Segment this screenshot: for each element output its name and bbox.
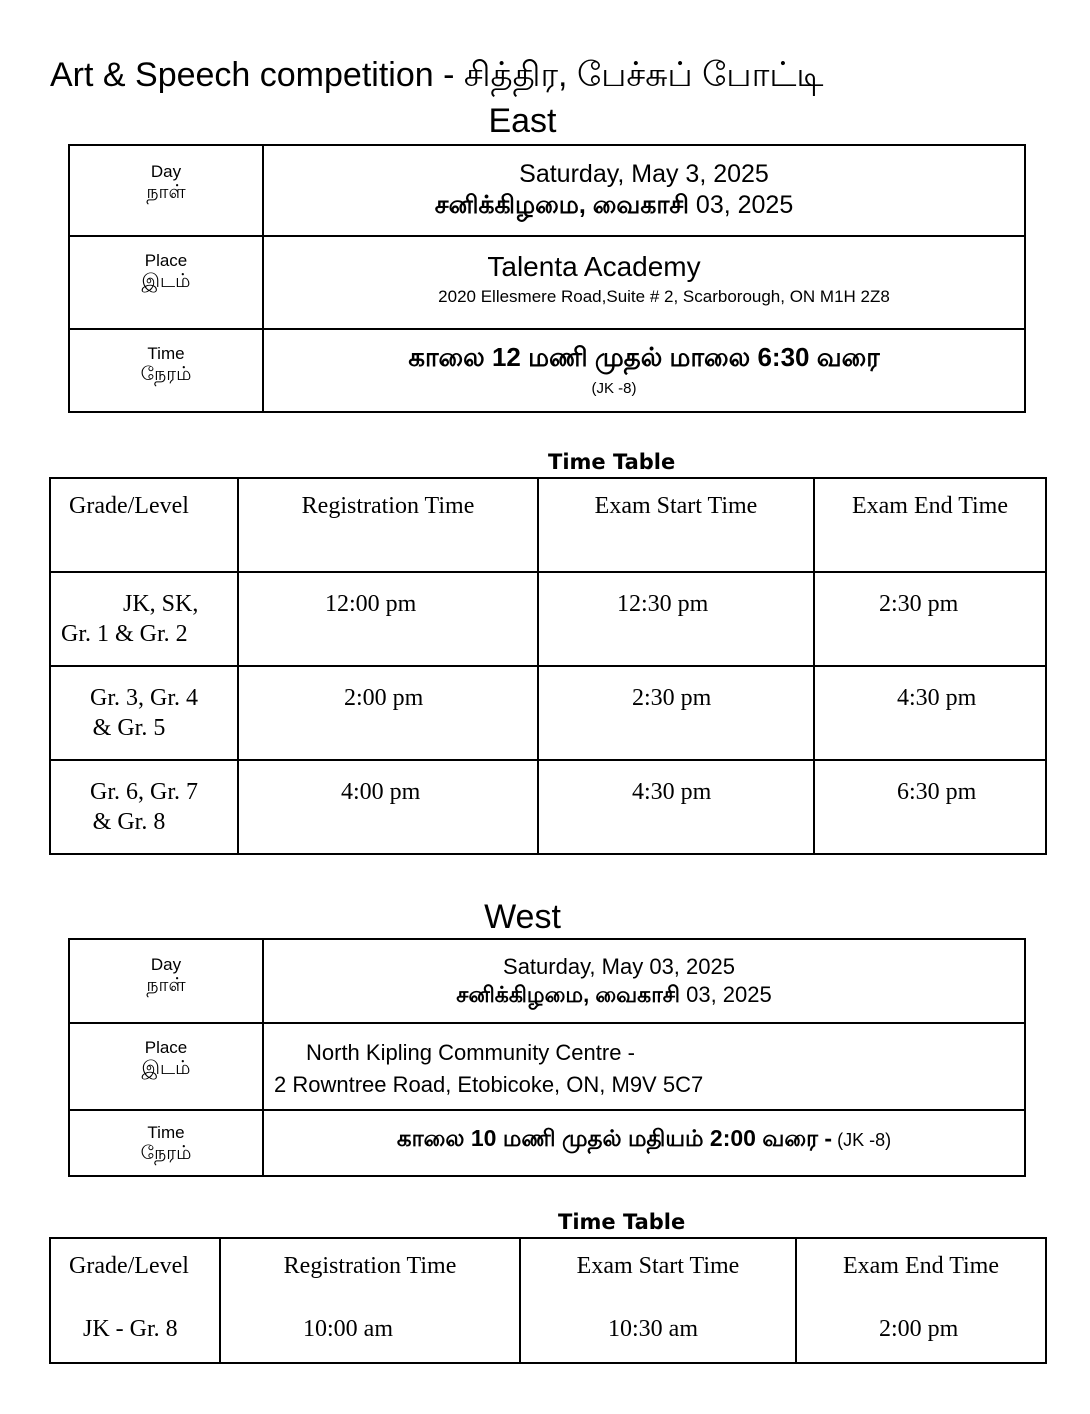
grade-value: JK - Gr. 8 <box>83 1316 178 1342</box>
col-header-registration: Registration Time <box>283 1253 457 1279</box>
day-label-en: Day <box>150 955 182 974</box>
east-day-line2 <box>204 191 1024 223</box>
exam-end-cell: 2:30 pm <box>814 572 1046 666</box>
east-time-value <box>263 329 1025 412</box>
col-header-exam-start: Exam Start Time <box>576 1253 740 1279</box>
time-label-en: Time <box>147 344 185 363</box>
west-day-row <box>69 939 1025 1023</box>
place-label-en: Place <box>144 251 188 270</box>
east-info-table <box>68 144 1026 413</box>
registration-cell <box>220 1238 520 1363</box>
exam-start-cell: 12:30 pm <box>538 572 814 666</box>
west-day-line2 <box>204 982 1024 1011</box>
table-row <box>50 666 1046 760</box>
col-header-exam-start: Exam Start Time <box>538 478 814 572</box>
exam-start-cell <box>520 1238 796 1363</box>
exam-start-cell: 2:30 pm <box>538 666 814 760</box>
grade-line2: & Gr. 8 <box>92 809 166 835</box>
east-place-name: Talenta Academy <box>487 251 701 282</box>
west-place-value <box>263 1023 1025 1110</box>
day-label-ta: நாள் <box>146 975 186 996</box>
exam-end-cell: 6:30 pm <box>814 760 1046 854</box>
grade-line2: Gr. 1 & Gr. 2 <box>61 621 188 647</box>
east-heading: East <box>488 102 557 140</box>
exam-end-value: 2:00 pm <box>879 1316 959 1342</box>
grade-cell <box>50 666 238 760</box>
grade-cell <box>50 760 238 854</box>
place-label-cell <box>69 1023 263 1110</box>
west-place-line2: 2 Rowntree Road, Etobicoke, ON, M9V 5C7 <box>274 1072 704 1097</box>
col-header-grade: Grade/Level <box>69 1253 189 1279</box>
grade-cell <box>50 1238 220 1363</box>
west-day-num: 03, 2025 <box>679 982 772 1007</box>
east-tt-header-row <box>50 478 1046 572</box>
west-time-note: (JK -8) <box>832 1130 892 1150</box>
grade-line1: JK, SK, <box>123 591 199 617</box>
grade-line1: Gr. 3, Gr. 4 <box>90 685 198 711</box>
registration-time-cell: 12:00 pm <box>238 572 538 666</box>
east-time-row <box>69 329 1025 412</box>
page-title: Art & Speech competition - சித்திர, பேச்சுப் போட்டி <box>50 56 824 94</box>
east-day-num: 03, 2025 <box>688 191 794 219</box>
east-day-line1: Saturday, May 3, 2025 <box>519 160 769 188</box>
exam-start-value: 10:30 am <box>608 1316 698 1342</box>
col-header-exam-end: Exam End Time <box>814 478 1046 572</box>
col-header-registration: Registration Time <box>238 478 538 572</box>
west-timetable-caption: Time Table <box>558 1210 686 1234</box>
east-timetable <box>49 477 1047 855</box>
time-label-ta: நேரம் <box>140 1143 192 1164</box>
day-label-en: Day <box>150 162 182 181</box>
west-place-line1: North Kipling Community Centre - <box>306 1040 635 1065</box>
col-header-exam-end: Exam End Time <box>842 1253 999 1279</box>
east-time-note: (JK -8) <box>591 380 637 397</box>
west-timetable <box>49 1237 1047 1364</box>
east-timetable-caption: Time Table <box>548 450 676 474</box>
col-header-grade: Grade/Level <box>50 478 238 572</box>
west-time-text: காலை 10 மணி முதல் மதியம் 2:00 வரை - <box>396 1125 833 1151</box>
east-time-text: காலை 12 மணி முதல் மாலை 6:30 வரை <box>408 342 880 372</box>
time-label-cell <box>69 329 263 412</box>
registration-time-cell: 2:00 pm <box>238 666 538 760</box>
west-time-value <box>263 1110 1025 1176</box>
west-time-row <box>69 1110 1025 1176</box>
west-heading: West <box>484 898 561 936</box>
west-day-value <box>263 939 1025 1023</box>
grade-line2: & Gr. 5 <box>92 715 166 741</box>
exam-end-cell: 4:30 pm <box>814 666 1046 760</box>
east-day-tamil: சனிக்கிழமை, வைகாசி <box>434 191 689 219</box>
table-row <box>50 760 1046 854</box>
exam-end-cell <box>796 1238 1046 1363</box>
registration-time-value: 10:00 am <box>303 1316 393 1342</box>
time-label-cell <box>69 1110 263 1176</box>
exam-start-cell: 4:30 pm <box>538 760 814 854</box>
place-label-ta: இடம் <box>141 1058 191 1079</box>
table-row <box>50 1238 1046 1363</box>
grade-cell <box>50 572 238 666</box>
west-place-row <box>69 1023 1025 1110</box>
grade-line1: Gr. 6, Gr. 7 <box>90 779 198 805</box>
time-label-ta: நேரம் <box>140 364 192 385</box>
time-label-en: Time <box>147 1123 185 1142</box>
west-info-table <box>68 938 1026 1177</box>
east-place-row <box>69 236 1025 329</box>
place-label-en: Place <box>144 1038 188 1057</box>
day-label-ta: நாள் <box>146 182 186 203</box>
place-label-ta: இடம் <box>141 271 191 292</box>
east-day-value <box>263 145 1025 236</box>
east-day-row <box>69 145 1025 236</box>
registration-time-cell: 4:00 pm <box>238 760 538 854</box>
table-row <box>50 572 1046 666</box>
west-day-tamil: சனிக்கிழமை, வைகாசி <box>456 982 680 1007</box>
east-place-value <box>263 236 1025 329</box>
west-day-line1: Saturday, May 03, 2025 <box>503 954 735 979</box>
east-place-address: 2020 Ellesmere Road,Suite # 2, Scarborough, ON M1H 2Z8 <box>438 287 890 306</box>
